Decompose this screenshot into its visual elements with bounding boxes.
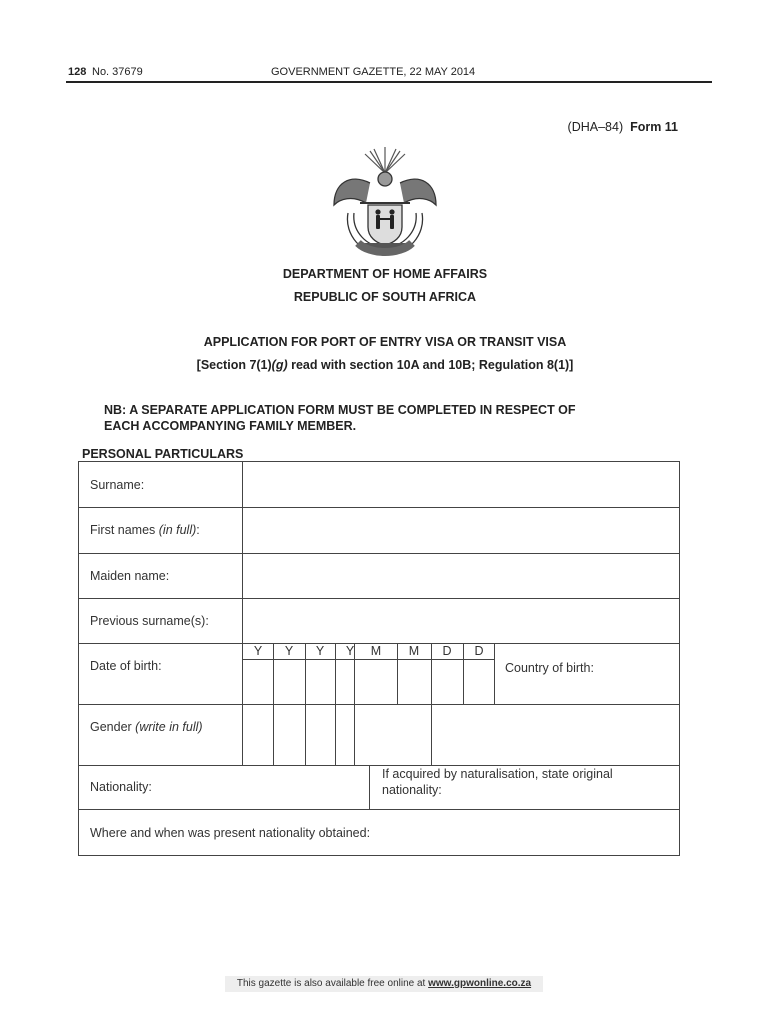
maiden-name-label: Maiden name:	[90, 569, 170, 583]
date-header-day-1: D	[442, 644, 452, 658]
date-header-year-2: Y	[284, 644, 294, 658]
gpwonline-link[interactable]: www.gpwonline.co.za	[428, 978, 532, 989]
section-heading: PERSONAL PARTICULARS	[82, 447, 244, 461]
application-title: APPLICATION FOR PORT OF ENTRY VISA OR TRANSIT VISA	[203, 335, 567, 349]
issue-number: No. 37679	[92, 66, 143, 78]
republic-name: REPUBLIC OF SOUTH AFRICA	[293, 290, 477, 304]
footer-note: This gazette is also available free online at www.gpwonline.co.za	[225, 976, 543, 992]
previous-surnames-label: Previous surname(s):	[90, 614, 209, 628]
nationality-label: Nationality:	[90, 780, 152, 794]
nb-notice: NB: A SEPARATE APPLICATION FORM MUST BE COMPLETED IN RESPECT OF EACH ACCOMPANYING FAMILY MEMBER.	[104, 403, 576, 433]
form-reference	[568, 120, 678, 134]
date-header-day-2: D	[474, 644, 484, 658]
form-code: (DHA–84)	[567, 120, 624, 134]
department-name: DEPARTMENT OF HOME AFFAIRS	[282, 267, 488, 281]
naturalisation-label: If acquired by naturalisation, state original nationality:	[382, 767, 613, 797]
date-header-year-1: Y	[253, 644, 263, 658]
gazette-title: GOVERNMENT GAZETTE, 22 MAY 2014	[271, 66, 476, 78]
date-header-month-1: M	[370, 644, 382, 658]
section-reference: [Section 7(1)(g) read with section 10A and 10B; Regulation 8(1)]	[196, 358, 574, 372]
nationality-obtained-label: Where and when was present nationality obtained:	[90, 826, 371, 840]
date-header-year-3: Y	[315, 644, 325, 658]
surname-label: Surname:	[90, 478, 145, 492]
coat-of-arms-emblem	[330, 143, 440, 266]
page-number: 128	[68, 66, 87, 78]
date-header-month-2: M	[408, 644, 420, 658]
date-header-year-4: Y	[345, 644, 355, 658]
header-rule	[66, 81, 712, 83]
form-number: Form 11	[630, 120, 678, 134]
gender-label: Gender (write in full)	[90, 720, 203, 734]
date-of-birth-label: Date of birth:	[90, 659, 162, 673]
first-names-label: First names (in full):	[90, 523, 200, 537]
country-of-birth-label: Country of birth:	[505, 661, 594, 675]
